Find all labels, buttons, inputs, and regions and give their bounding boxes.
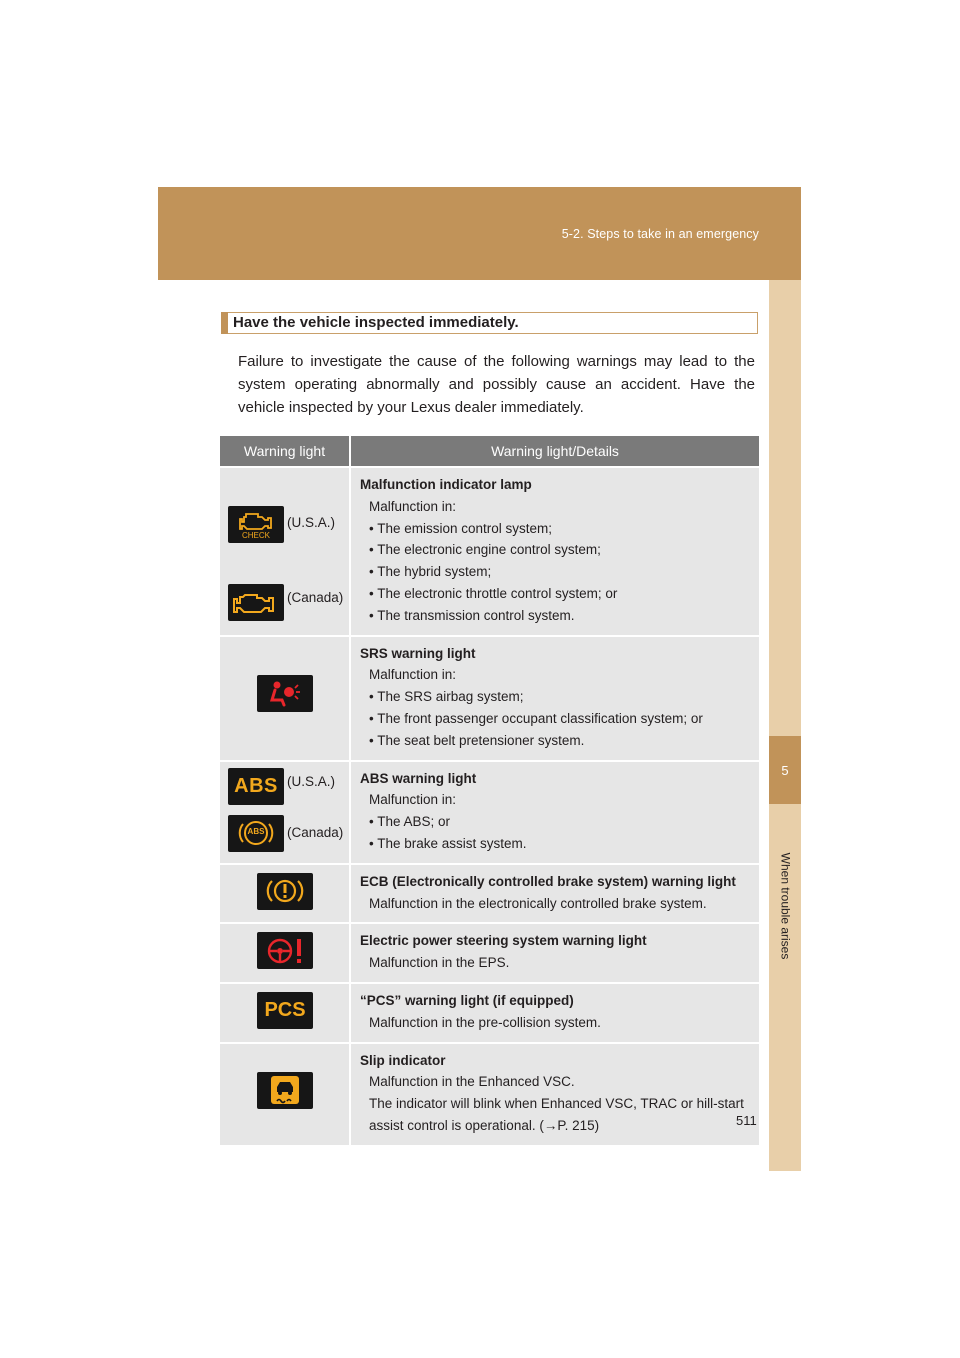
- detail-title: Slip indicator: [360, 1052, 446, 1068]
- table-row: [220, 636, 759, 761]
- section-heading: [221, 312, 758, 334]
- detail-cell: [350, 761, 759, 864]
- section-title: 5-2. Steps to take in an emergency: [561, 227, 759, 241]
- intro-paragraph: Failure to investigate the cause of the following warnings may lead to the system operating abnormally and possibly cause an accident. Have the vehicle inspected by your Lexus dealer immediately.: [238, 353, 755, 416]
- slip-indicator-icon: [257, 1072, 313, 1109]
- airbag-icon: [257, 675, 313, 712]
- region-usa: (U.S.A.): [287, 515, 336, 530]
- abs-icon-label: ABS: [234, 774, 278, 797]
- detail-line: Malfunction in the EPS.: [369, 955, 510, 971]
- detail-bullet: • The hybrid system;: [369, 564, 492, 580]
- table-row: [220, 983, 759, 1043]
- warning-table: [220, 436, 759, 1145]
- header-band: [158, 187, 801, 280]
- detail-bullet: • The electronic engine control system;: [369, 542, 601, 558]
- light-cell: [220, 1044, 349, 1138]
- detail-title: Malfunction indicator lamp: [360, 477, 532, 492]
- region-canada: (Canada): [287, 590, 344, 605]
- detail-bullet: • The brake assist system.: [369, 835, 527, 851]
- chapter-side-strip: [769, 280, 801, 1171]
- pcs-icon-label: PCS: [264, 998, 306, 1021]
- detail-title: ECB (Electronically controlled brake system) warning light: [360, 873, 736, 889]
- detail-line: Malfunction in:: [369, 792, 457, 808]
- detail-line: Malfunction in:: [369, 667, 457, 683]
- light-cell: [220, 984, 349, 1037]
- table-row: [220, 1043, 759, 1145]
- header-warning-light: Warning light: [220, 436, 350, 467]
- detail-cell: [350, 983, 759, 1043]
- detail-line: Malfunction in the pre-collision system.: [369, 1014, 601, 1030]
- detail-bullet: • The ABS; or: [369, 814, 451, 830]
- detail-bullet: • The transmission control system.: [369, 607, 575, 623]
- chapter-label: [769, 836, 801, 976]
- detail-bullet: • The seat belt pretensioner system.: [369, 732, 585, 748]
- region-usa: (U.S.A.): [287, 773, 336, 789]
- detail-bullet: • The emission control system;: [369, 520, 553, 536]
- detail-title: “PCS” warning light (if equipped): [360, 992, 574, 1008]
- engine-icon: [228, 584, 284, 621]
- header-details: Warning light/Details: [350, 436, 759, 467]
- light-cell: [220, 637, 349, 753]
- abs-circle-icon: [228, 815, 284, 852]
- detail-cell: [350, 864, 759, 924]
- svg-text:CHECK: CHECK: [241, 530, 271, 540]
- table-row: [220, 923, 759, 983]
- table-header-row: [220, 436, 759, 467]
- heading-text: Have the vehicle inspected immediately.: [233, 314, 519, 331]
- light-cell: [220, 924, 349, 977]
- chapter-number: 5: [769, 736, 801, 804]
- abs-circle-icon-label: ABS: [247, 826, 265, 836]
- steering-warning-icon: [257, 932, 313, 969]
- detail-cell: [350, 923, 759, 983]
- abs-icon: [228, 768, 284, 805]
- pcs-icon: [257, 992, 313, 1029]
- detail-line: The indicator will blink when Enhanced VSC, TRAC or hill-start assist control is operational. (→P. 215): [369, 1096, 744, 1133]
- detail-line: Malfunction in the electronically controlled brake system.: [369, 895, 707, 911]
- light-cell: [220, 865, 349, 918]
- detail-title: SRS warning light: [360, 645, 476, 661]
- table-row: [220, 467, 759, 636]
- light-cell: [220, 468, 349, 627]
- chapter-title: When trouble arises: [778, 852, 792, 960]
- detail-cell: [350, 636, 759, 761]
- table-row: [220, 864, 759, 924]
- brake-warning-icon: [257, 873, 313, 910]
- detail-cell: [350, 1043, 759, 1145]
- detail-line: Malfunction in:: [369, 498, 457, 514]
- detail-bullet: • The SRS airbag system;: [369, 689, 524, 705]
- check-engine-icon: [228, 506, 284, 543]
- region-canada: (Canada): [287, 824, 344, 840]
- page-number: 511: [736, 1113, 757, 1128]
- light-cell: [220, 762, 349, 857]
- table-row: [220, 761, 759, 864]
- detail-bullet: • The electronic throttle control system; or: [369, 585, 618, 601]
- detail-bullet: • The front passenger occupant classification system; or: [369, 710, 703, 726]
- heading-bar: [221, 312, 228, 334]
- detail-title: ABS warning light: [360, 770, 477, 786]
- detail-title: Electric power steering system warning light: [360, 933, 647, 949]
- detail-cell: [350, 467, 759, 636]
- detail-line: Malfunction in the Enhanced VSC.: [369, 1074, 575, 1090]
